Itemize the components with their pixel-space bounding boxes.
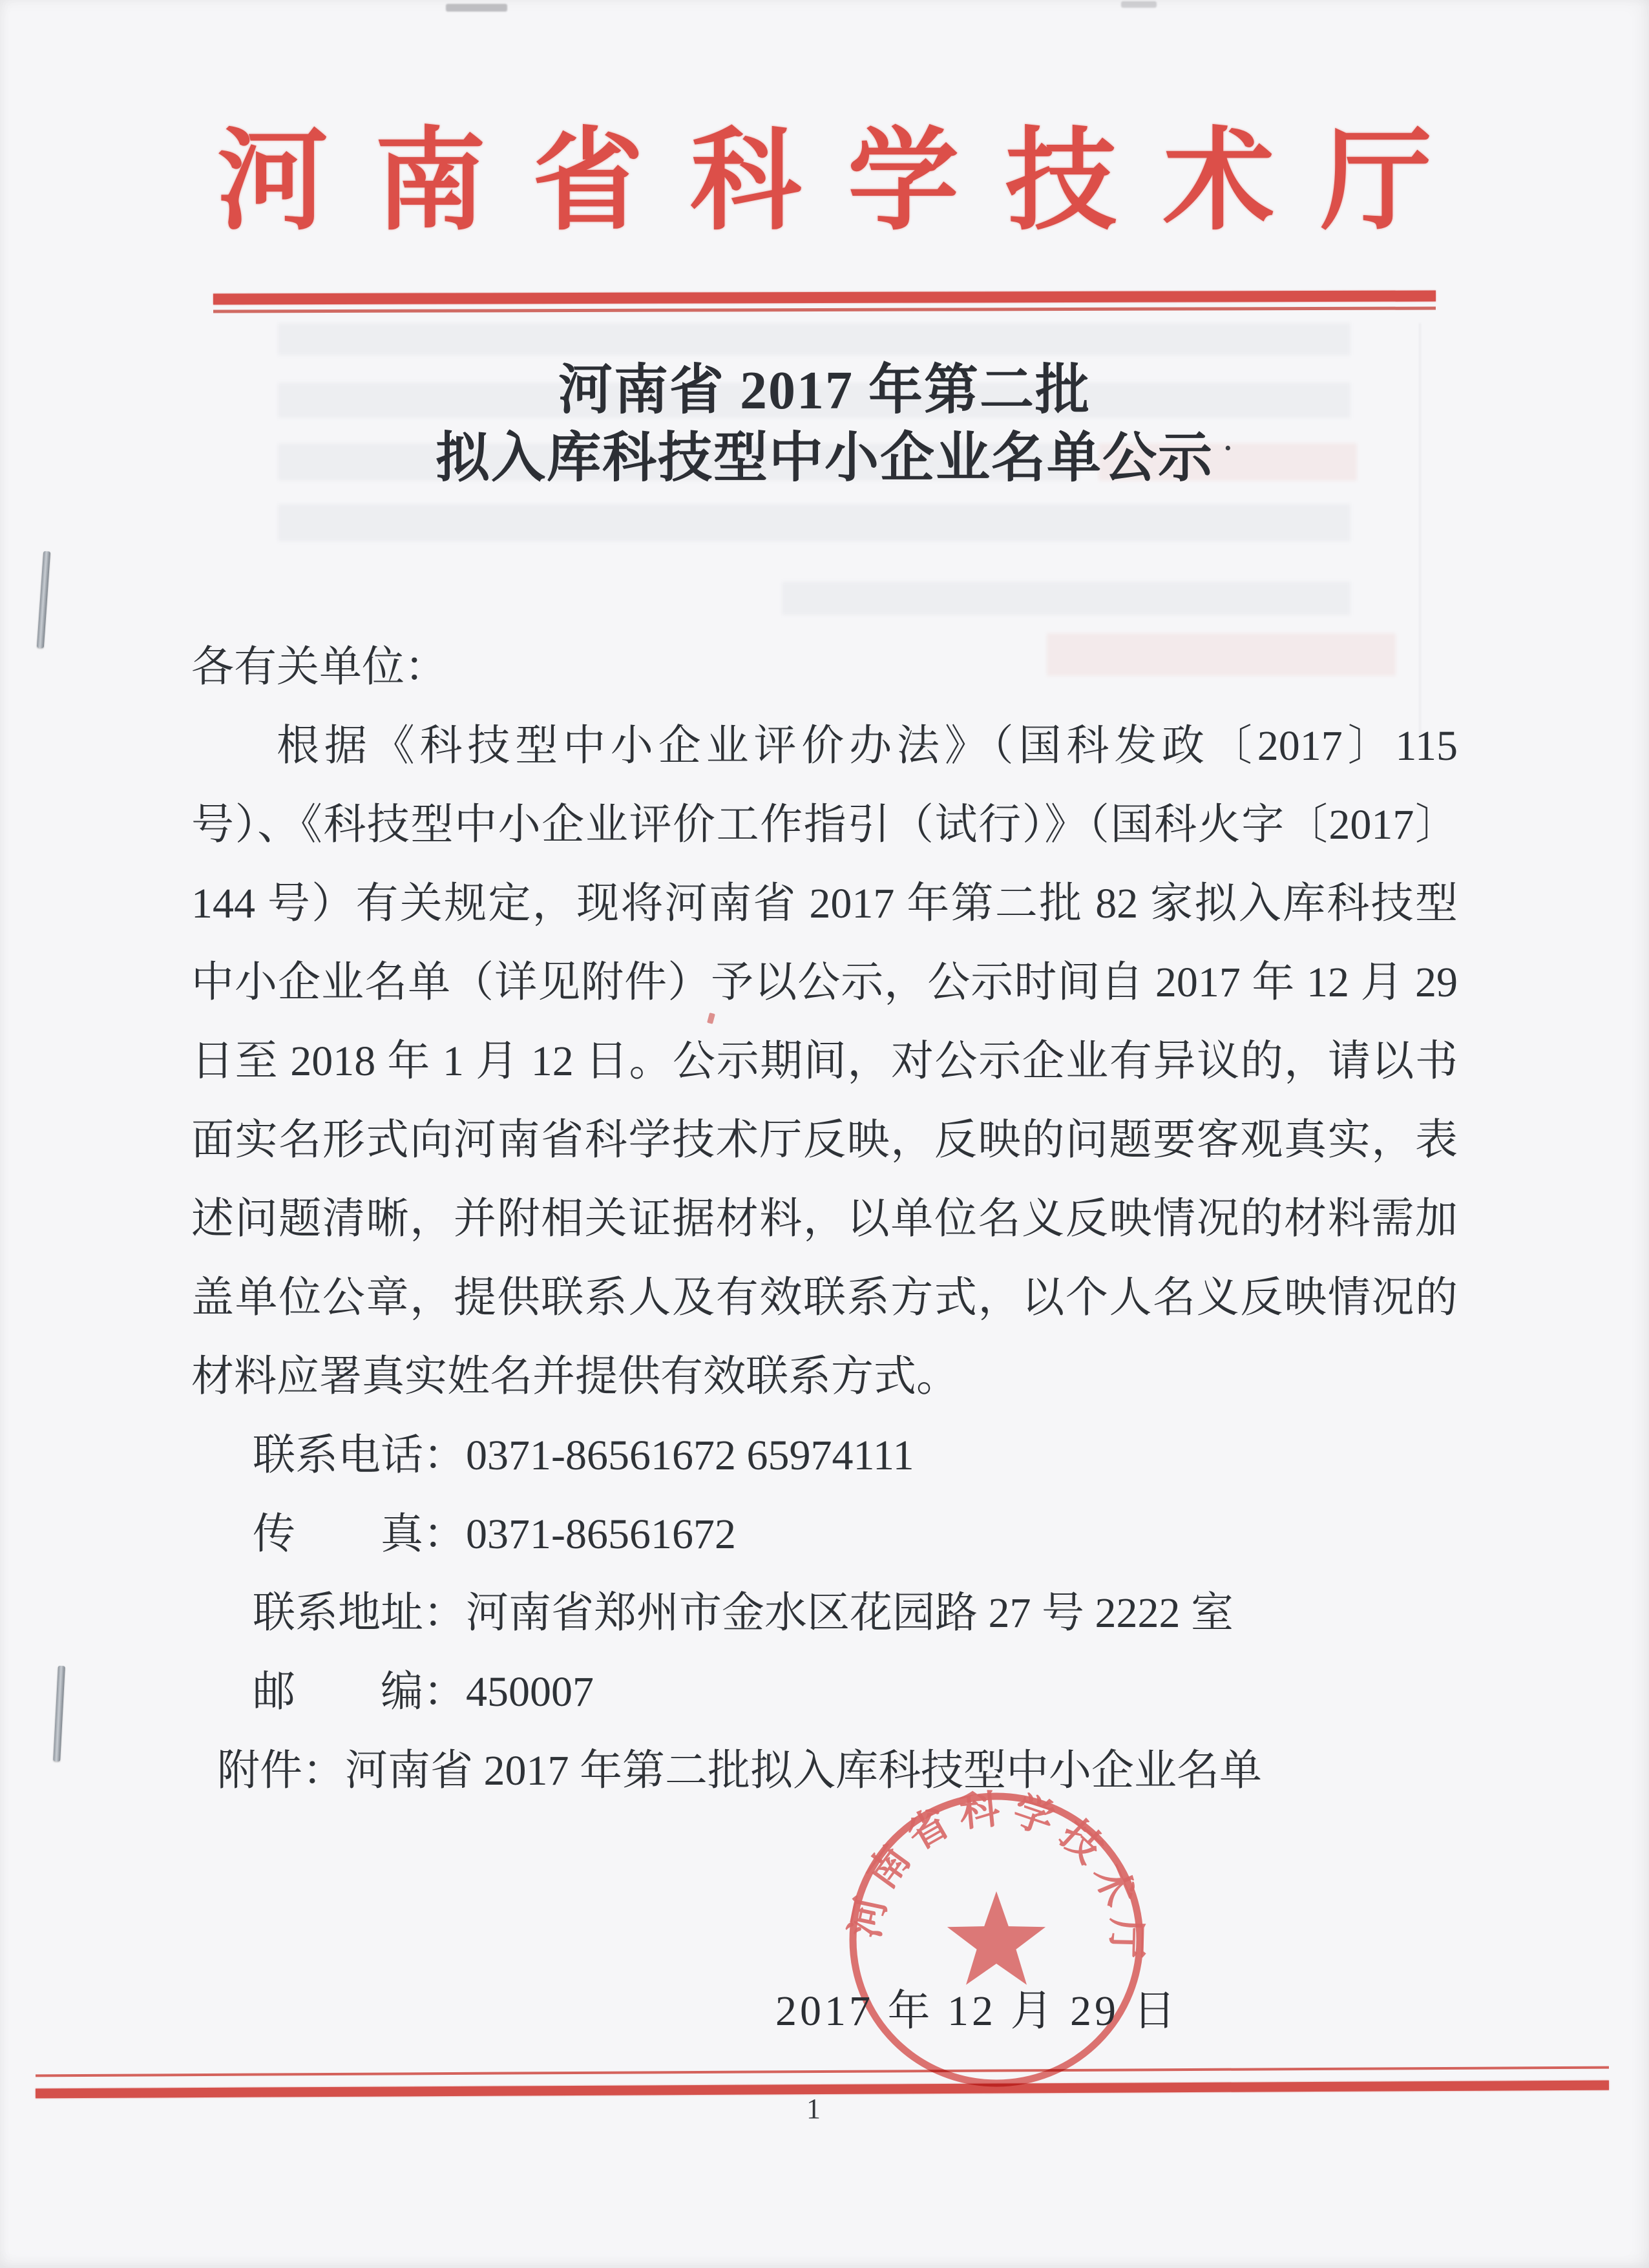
seal-arc-text: 河南省科学技术厅 xyxy=(843,1787,1148,1968)
salutation: 各有关单位： xyxy=(191,644,447,691)
contact-address-value: 河南省郑州市金水区花园路 27 号 2222 室 xyxy=(466,1590,1234,1637)
contact-fax-label: 传 真： xyxy=(253,1511,466,1558)
staple-mark xyxy=(53,1666,65,1761)
staple-mark xyxy=(37,551,50,648)
page-number: 1 xyxy=(806,2093,821,2125)
contact-fax-line xyxy=(191,1495,1458,1574)
contact-fax-value: 0371-86561672 xyxy=(466,1511,736,1558)
bleed-through-artifact xyxy=(278,323,1350,355)
contact-phone-label: 联系电话： xyxy=(253,1432,466,1479)
contact-address-line xyxy=(191,1574,1458,1653)
letterhead-rule-thick xyxy=(213,291,1436,305)
signature-date: 2017 年 12 月 29 日 xyxy=(775,1988,1179,2035)
document-body xyxy=(191,628,1458,1811)
stray-ink-dot: · xyxy=(1223,432,1233,464)
footer-rule-thin xyxy=(36,2066,1609,2077)
attachment-line: 附件：河南省 2017 年第二批拟入库科技型中小企业名单 xyxy=(217,1747,1262,1794)
contact-phone-value: 0371-86561672 65974111 xyxy=(466,1432,914,1479)
contact-address-label: 联系地址： xyxy=(253,1590,466,1637)
document-title-line1: 河南省 2017 年第二批 xyxy=(558,361,1091,421)
scan-smudge xyxy=(1121,1,1157,8)
document-title-line2: 拟入库科技型中小企业名单公示 xyxy=(435,428,1213,488)
footer-rule-thick xyxy=(36,2081,1609,2099)
contact-postcode-value: 450007 xyxy=(466,1668,594,1716)
official-seal xyxy=(841,1785,1151,2095)
contact-phone-line xyxy=(191,1416,1458,1495)
letterhead-rule-thin xyxy=(213,307,1436,313)
main-paragraph: 根据《科技型中小企业评价办法》（国科发政〔2017〕115 号）、《科技型中小企业评价工作指引（试行）》（国科火字〔2017〕144 号）有关规定，现将河南省 2017 年第二批 82 家拟入库科技型中小企业名单（详见附件）予以公示，公示时间自 2017 年 12 月 29 日至 2018 年 1 月 12 日。公示期间，对公示企业有异议的，请以书面实名形式向河南省科学技术厅反映，反映的问题要客观真实，表述问题清晰，并附相关证据材料，以单位名义反映情况的材料需加盖单位公章，提供联系人及有效联系方式，以个人名义反映情况的材料应署真实姓名并提供有效联系方式。 xyxy=(191,722,1458,1400)
bleed-through-artifact xyxy=(782,582,1350,615)
contact-postcode-label: 邮 编： xyxy=(253,1668,466,1716)
bleed-through-artifact xyxy=(278,504,1350,541)
seal-star-icon xyxy=(947,1891,1045,1985)
document-title xyxy=(0,357,1649,492)
contact-postcode-line xyxy=(191,1653,1458,1732)
letterhead-agency-name: 河南省科学技术厅 xyxy=(217,121,1478,244)
scan-smudge xyxy=(446,4,507,12)
